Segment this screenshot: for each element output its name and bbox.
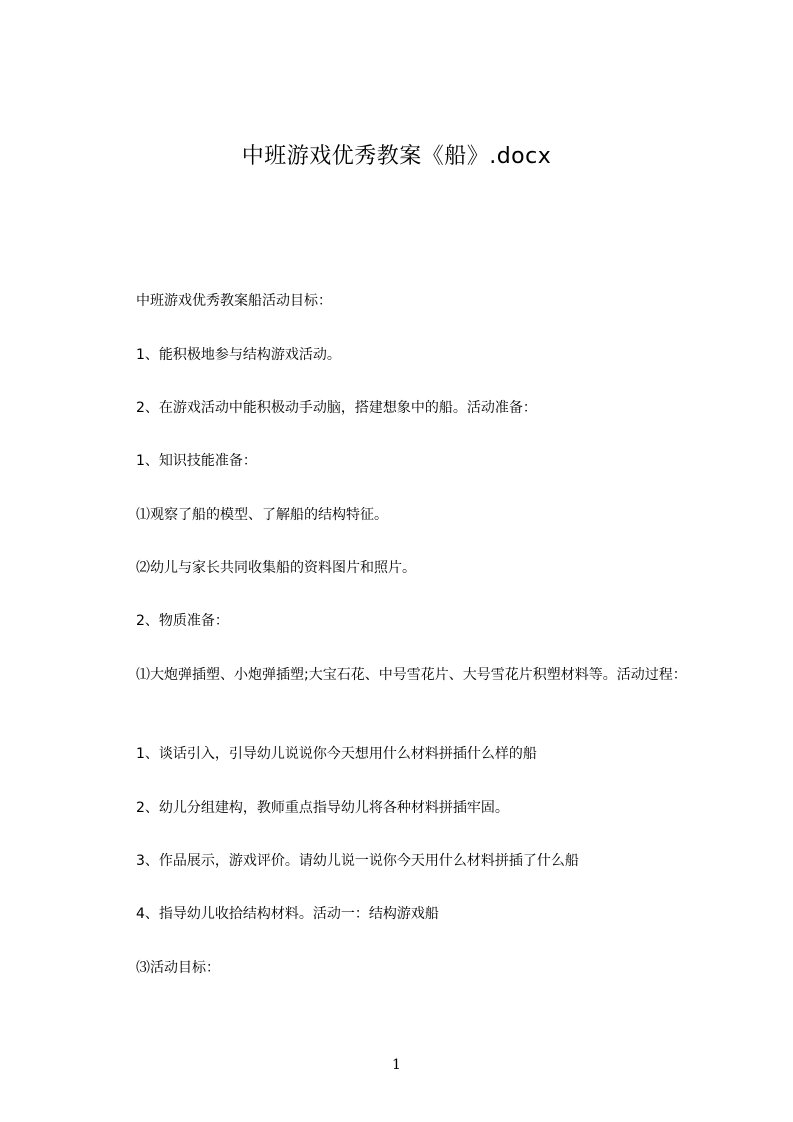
paragraph: 1、知识技能准备： bbox=[136, 453, 257, 469]
paragraph: 2、幼儿分组建构，教师重点指导幼儿将各种材料拼插牢固。 bbox=[136, 800, 509, 816]
paragraph: ⑴大炮弹插塑、小炮弹插塑;大宝石花、中号雪花片、大号雪花片积塑材料等。活动过程： bbox=[136, 667, 687, 683]
paragraph: 中班游戏优秀教案船活动目标： bbox=[136, 293, 332, 309]
page-number: 1 bbox=[392, 1057, 401, 1073]
paragraph: ⑴观察了船的模型、了解船的结构特征。 bbox=[136, 507, 388, 523]
paragraph: 2、物质准备： bbox=[136, 613, 229, 629]
paragraph: 1、谈话引入，引导幼儿说说你今天想用什么材料拼插什么样的船 bbox=[136, 746, 537, 762]
paragraph: ⑶活动目标： bbox=[136, 960, 220, 976]
paragraph: 1、能积极地参与结构游戏活动。 bbox=[136, 347, 341, 363]
paragraph: 4、指导幼儿收拾结构材料。活动一：结构游戏船 bbox=[136, 906, 439, 922]
paragraph: 3、作品展示，游戏评价。请幼儿说一说你今天用什么材料拼插了什么船 bbox=[136, 853, 579, 869]
document-title: 中班游戏优秀教案《船》.docx bbox=[241, 144, 552, 169]
paragraph: 2、在游戏活动中能积极动手动脑，搭建想象中的船。活动准备： bbox=[136, 400, 537, 416]
paragraph: ⑵幼儿与家长共同收集船的资料图片和照片。 bbox=[136, 560, 416, 576]
